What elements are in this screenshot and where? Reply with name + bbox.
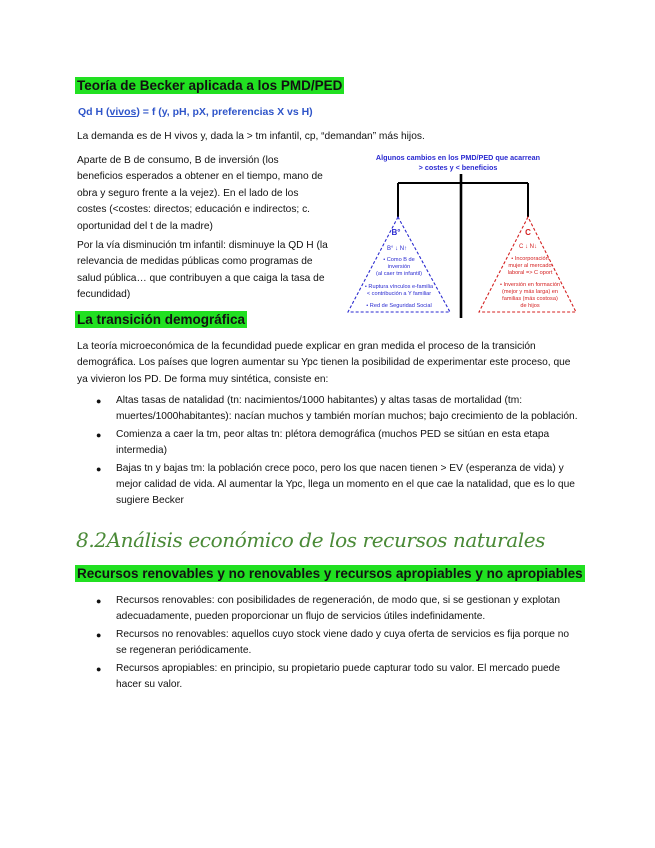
list-item-text: Altas tasas de natalidad (tn: nacimientos/1000 habitantes) y altas tasas de mortalidad (tm: muertes/1000habitantes): nacían muchos y también morían muchos; bajo crecimiento de la población. — [116, 395, 578, 423]
section-heading-transition: La transición demográfica — [77, 312, 246, 327]
transition-list — [96, 393, 578, 510]
paragraph-mortality: Por la vía disminución tm infantil: disminuye la QD H (la relevancia de medidas públicas como programas de salud pública… que contribuyen a que caiga la tasa de fecundidad) — [77, 240, 328, 301]
diagram-title-line2: > costes y < beneficios — [418, 163, 498, 172]
list-item — [96, 427, 578, 460]
benefits-item-1: • Como B de — [383, 257, 415, 263]
list-item — [96, 461, 578, 510]
paragraph-transition-intro: La teoría microeconómica de la fecundidad puede explicar en gran medida el proceso de la transición demográfica. Los países que logren aumentar su Ypc tienen la posibilidad de experimentar este proceso, que ya vivieron los PD. De forma muy sintética, consiste en: — [77, 341, 571, 385]
costs-item-6: familias (más costosa) — [502, 296, 558, 302]
list-item-text: Recursos apropiables: en principio, su propietario puede capturar todo su valor. El mercado puede hacer su valor. — [116, 662, 560, 691]
paragraph-demand: La demanda es de H vivos y, dada la > tm infantil, cp, “demandan” más hijos. — [77, 131, 425, 142]
paragraph-benefits-costs: Aparte de B de consumo, B de inversión (los beneficios esperados a obtener en el tiempo, mano de obra y seguro frente a la vejez). En el lado de los costes (<costes: directos; educación e indirectos; c. oportunidad del t de la madre) — [77, 155, 323, 232]
bullet-glyph: ● — [96, 396, 102, 406]
benefits-sub: B° ↓ N↑ — [386, 246, 408, 252]
bullet-glyph: ● — [96, 429, 102, 440]
list-item-text: Recursos renovables: con posibilidades de regeneración, de modo que, si se gestionan y explotan adecuadamente, pueden proporcionar un flujo de servicios útiles indefinidamente. — [116, 595, 561, 623]
costs-item-3: laboral => C oport — [507, 270, 553, 276]
formula-prefix: Qd H ( — [78, 106, 110, 118]
list-item-text: Comienza a caer la tm, peor altas tn: plétora demográfica (muchos PED se sitúan en esta etapa intermedia) — [116, 428, 550, 457]
list-item — [96, 627, 578, 660]
cost-benefit-diagram — [340, 150, 580, 320]
list-item — [96, 661, 578, 694]
benefits-item-4: • Ruptura vínculos e-familia — [364, 284, 434, 290]
bullet-glyph: ● — [96, 663, 102, 674]
bullet-glyph: ● — [96, 596, 102, 606]
costs-sub: C ↓ N↓ — [519, 244, 537, 250]
benefits-item-6: • Red de Seguridad Social — [366, 303, 432, 309]
section-heading-becker: Teoría de Becker aplicada a los PMD/PED — [77, 78, 343, 93]
section-heading-natural-resources: 8.2Análisis económico de los recursos naturales — [76, 528, 546, 552]
bullet-glyph: ● — [96, 629, 102, 640]
formula-underlined: vivos — [109, 106, 137, 118]
subheading-resource-types: Recursos renovables y no renovables y recursos apropiables y no apropiables — [77, 566, 583, 581]
formula-suffix: ) = f (y, pH, pX, preferencias X vs H) — [136, 106, 313, 118]
list-item-text: Bajas tn y bajas tm: la población crece poco, pero los que nacen tienen > EV (esperanza de vida) y mejor calidad de vida. Al aumentar la Ypc, llega un momento en el que cae la natalidad, que es lo que sugiere Becker — [116, 462, 575, 507]
demand-formula — [78, 106, 313, 118]
diagram-title-line1: Algunos cambios en los PMD/PED que acarrean — [375, 153, 541, 162]
benefits-item-2: inversión — [387, 264, 411, 270]
list-item — [96, 593, 578, 626]
costs-item-2: mujer al mercado — [508, 263, 552, 269]
list-item-text: Recursos no renovables: aquellos cuyo stock viene dado y cuya oferta de servicios es fija porque no se regeneran periódicamente. — [116, 628, 570, 657]
bullet-glyph: ● — [96, 463, 102, 474]
benefits-item-3: (al caer tm infantil) — [375, 271, 423, 277]
list-item — [96, 393, 578, 426]
costs-item-4: • Inversión en formación — [499, 282, 561, 288]
benefits-item-5: < contribución a Y familiar — [366, 291, 432, 297]
costs-item-5: (mejor y más larga) en — [502, 289, 558, 295]
costs-label: C — [525, 228, 531, 237]
benefits-label: B° — [391, 228, 401, 237]
costs-item-7: de hijos — [520, 303, 540, 309]
costs-item-1: • Incorporación — [511, 256, 549, 262]
resources-list — [96, 593, 578, 693]
